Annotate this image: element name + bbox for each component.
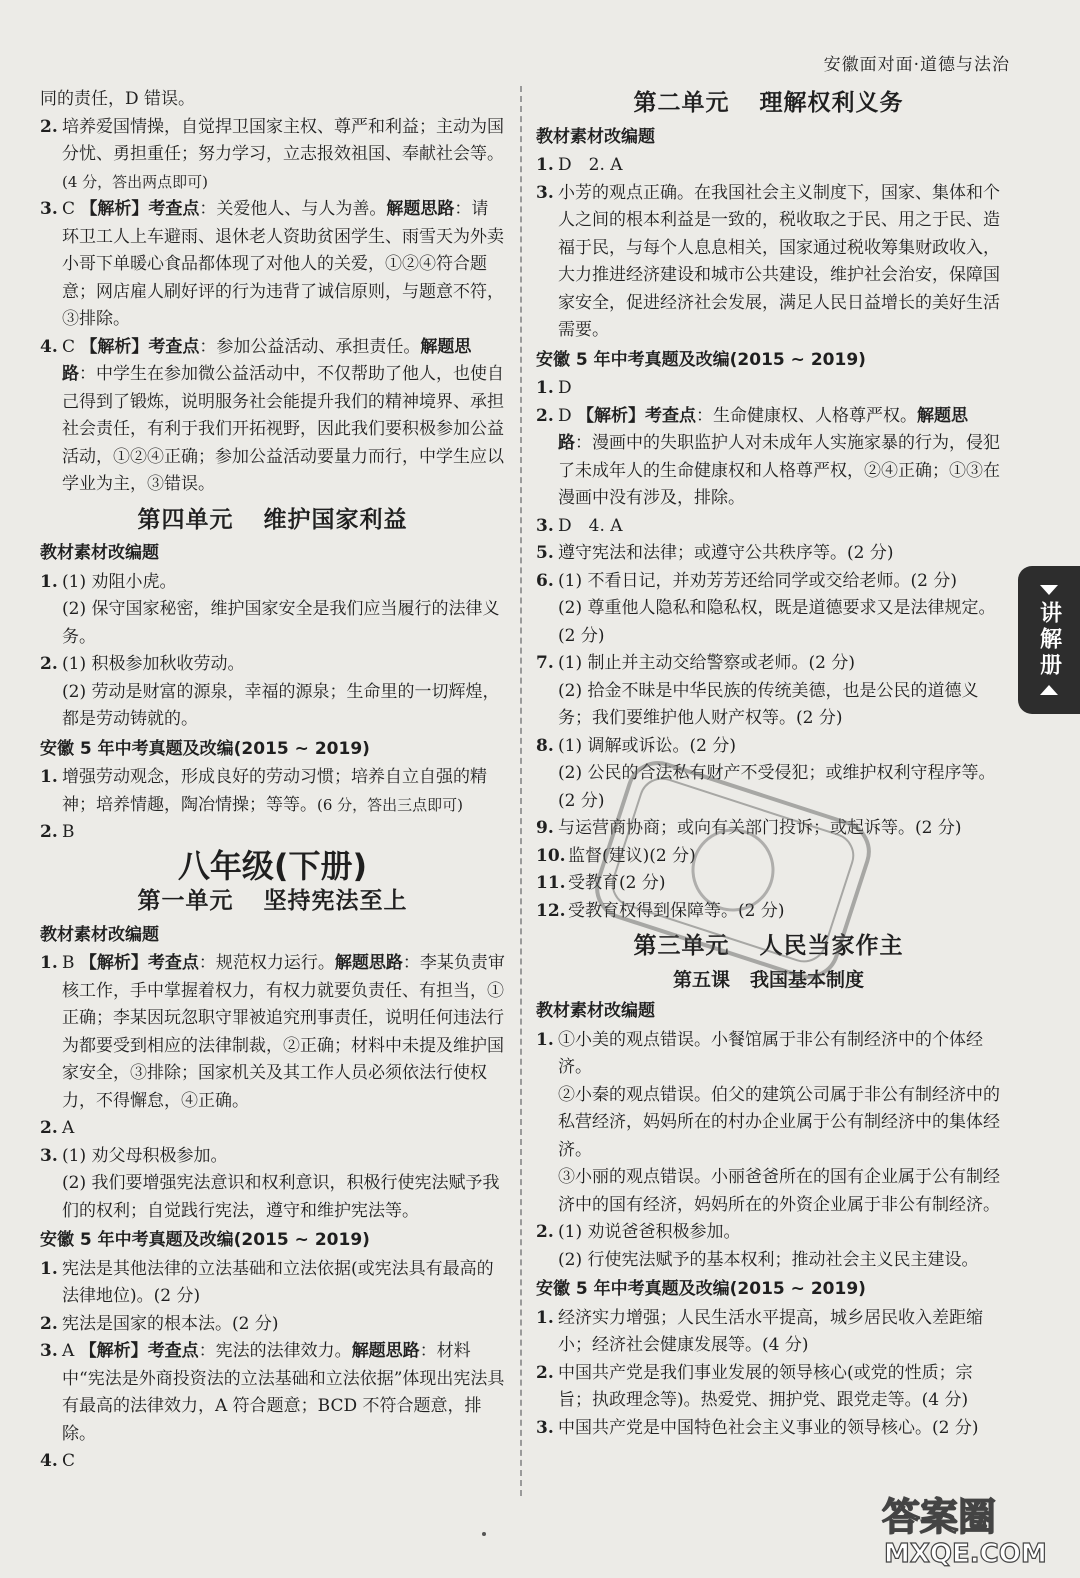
answer-text: 小芳的观点正确。在我国社会主义制度下，国家、集体和个人之间的根本利益是一致的，税收取之于民、用之于民、造福于民，与每个人息息相关，国家通过税收筹集财政收入，大力推进经济建设和城市公共建设，维护社会治安，保障国家安全，促进经济社会发展，满足人民日益增长的美好生活需要。 [558,182,1000,340]
answer-text: D [558,378,572,398]
answer-item [40,1256,505,1311]
item-number: 3. [40,199,58,219]
lesson-number: 第五课 [672,968,730,991]
sub-answer: (1) 劝说爸爸积极参加。 [558,1222,741,1242]
answer-text: 与运营商协商；或向有关部门投诉；或起诉等。(2 分) [558,818,962,838]
answer-text: 宪法是其他法律的立法基础和立法依据(或宪法具有最高的法律地位)。(2 分) [62,1258,494,1306]
approach-label: 解题思路 [351,1341,420,1361]
page-header: 安徽面对面·道德与法治 [823,55,1010,75]
item-number: 3. [40,1341,58,1361]
answer-text: 中国共产党是中国特色社会主义事业的领导核心。(2 分) [558,1417,979,1438]
answer-item [40,819,505,847]
section-heading: 安徽 5 年中考真题及改编(2015 ~ 2019) [40,1230,370,1250]
answer-text: 受教育权得到保障等。(2 分) [568,900,785,921]
keypoint-text: ：宪法的法律效力。 [198,1341,352,1361]
answer-text: 培养爱国情操，自觉捍卫国家主权、尊严和利益；主动为国分忧、勇担重任；努力学习，立志报效祖国、奉献社会等。 [62,116,504,164]
item-number: 12. [536,900,566,921]
item-number: 1. [40,953,58,973]
side-tab-label: 讲解册 [1036,601,1062,679]
keypoint-label: 考查点 [147,1341,199,1361]
section-heading: 教材素材改编题 [40,924,159,945]
unit-number: 第二单元 [633,90,730,116]
answer-item [536,1415,1001,1443]
unit-number: 第一单元 [137,888,234,914]
answer-text: C [62,1451,76,1471]
item-number: 1. [40,571,58,592]
column-divider [520,86,522,1496]
item-number: 3. [536,515,554,536]
answer-text: 受教育(2 分) [568,873,666,893]
triangle-down-icon [1040,585,1058,595]
item-number: 1. [536,155,554,175]
score-note: (6 分，答出三点即可) [317,795,464,814]
analysis-label: 【解析】 [80,336,149,357]
item-number: 1. [40,1258,58,1279]
sub-answer: ①小美的观点错误。小餐馆属于非公有制经济中的个体经济。 [558,1029,983,1077]
keypoint-text: ：规范权力运行。 [198,953,335,973]
answer-item [40,1448,505,1476]
answer-choice: D [558,405,572,426]
answer-text: 增强劳动观念，形成良好的劳动习惯；培养自立自强的精神；培养情趣，陶冶情操；等等。 [62,767,487,815]
answer-item [536,540,1001,568]
keypoint-label: 考查点 [148,336,200,357]
section-heading: 教材素材改编题 [536,126,655,147]
approach-text: ：材料中“宪法是外商投资法的立法基础和立法依据”体现出宪法具有最高的法律效力，A 符合题意；BCD 不符合题意，排除。 [62,1341,505,1444]
sub-answer: (2) 保守国家秘密，维护国家安全是我们应当履行的法律义务。 [62,599,500,647]
unit-title: 理解权利义务 [759,90,904,116]
item-number: 9. [536,818,554,838]
answer-item [40,1115,505,1143]
approach-label: 解题思路 [62,336,472,384]
unit-heading [40,507,505,535]
unit-number: 第三单元 [633,933,730,959]
answer-item [536,375,1001,403]
keypoint-label: 考查点 [148,199,200,219]
sub-answer: (2) 行使宪法赋予的基本权利；推动社会主义民主建设。 [558,1249,979,1270]
item-number: 2. [536,405,554,426]
answer-item [40,334,505,499]
section-heading: 教材素材改编题 [40,543,159,563]
analysis-label: 【解析】 [79,953,148,973]
approach-text: ：中学生在参加微公益活动中，不仅帮助了他人，也使自己得到了锻炼，说明服务社会能提升我们的精神境界、承担社会责任，有利于我们开拓视野，因此我们要积极参加公益活动，①②④正确；参加公益活动要量力而行，中学生应以学业为主，③错误。 [62,364,504,494]
keypoint-label: 考查点 [147,953,199,973]
sub-answer: (2) 我们要增强宪法意识和权利意识，积极行使宪法赋予我们的权利；自觉践行宪法，遵守和维护宪法等。 [62,1173,500,1221]
right-column [536,86,1001,1442]
sub-answer: (1) 制止并主动交给警察或老师。(2 分) [558,653,855,673]
answer-item [536,1305,1001,1360]
analysis-label: 【解析】 [577,405,646,426]
sub-answer: (2) 劳动是财富的源泉，幸福的源泉；生命里的一切辉煌，都是劳动铸就的。 [62,681,500,729]
triangle-up-icon [1040,685,1058,695]
item-number: 2. [40,1313,58,1334]
section-heading: 安徽 5 年中考真题及改编(2015 ~ 2019) [40,738,370,759]
section-heading: 安徽 5 年中考真题及改编(2015 ~ 2019) [536,349,866,370]
unit-number: 第四单元 [137,506,234,533]
item-number: 3. [536,182,554,203]
sub-answer: ②小秦的观点错误。伯父的建筑公司属于非公有制经济中的私营经济，妈妈所在的村办企业属于公有制经济中的集体经济。 [558,1084,1000,1160]
unit-title: 人民当家作主 [759,933,904,959]
answer-text: B [62,822,75,842]
approach-label: 解题思路 [334,953,403,973]
sub-answer: (1) 积极参加秋收劳动。 [62,654,245,674]
item-number: 1. [40,767,58,787]
approach-text: ：李某负责审核工作，手中掌握着权力，有权力就要负责任、有担当，①正确；李某因玩忽职守罪被追究刑事责任，说明任何违法行为都要受到相应的法律制裁，②正确；材料中未提及维护国家安全，③排除；国家机关及其工作人员必须依法行使权力，不得懈怠，④正确。 [62,953,505,1111]
sub-answer: (1) 调解或诉讼。(2 分) [558,735,736,756]
answer-item [40,196,505,334]
item-number: 6. [536,570,554,591]
keypoint-text: ：生命健康权、人格尊严权。 [696,405,918,426]
answer-item [536,1360,1001,1415]
answer-item [40,1143,505,1226]
approach-label: 解题思路 [558,405,969,453]
item-number: 3. [536,1417,554,1438]
lesson-title: 我国基本制度 [750,968,865,991]
keypoint-text: ：参加公益活动、承担责任。 [199,336,421,357]
score-note: (4 分，答出两点即可) [62,172,209,191]
item-number: 2. [40,1118,58,1138]
answer-item [40,950,505,1115]
item-number: 7. [536,653,554,673]
analysis-label: 【解析】 [79,1341,148,1361]
answer-choice: C [62,199,76,219]
item-number: 3. [40,1145,58,1166]
keypoint-label: 考查点 [645,405,697,426]
answer-text: 遵守宪法和法律；或遵守公共秩序等。(2 分) [558,543,894,563]
answer-item [40,651,505,734]
item-number: 2. [536,1362,554,1383]
continued-text: 同的责任，D 错误。 [40,89,196,109]
answer-item [536,650,1001,733]
item-number: 1. [536,1307,554,1328]
sub-answer: (2) 尊重他人隐私和隐私权，既是道德要求又是法律规定。(2 分) [558,598,996,646]
answer-text: A [62,1118,75,1138]
left-column [40,86,505,1476]
sub-answer: (1) 劝父母积极参加。 [62,1145,228,1166]
sub-answer: ③小丽的观点错误。小丽爸爸所在的国有企业属于公有制经济中的国有经济，妈妈所在的外资企业属于非公有制经济。 [558,1167,1000,1215]
approach-label: 解题思路 [386,199,455,219]
answer-text: 经济实力增强；人民生活水平提高，城乡居民收入差距缩小；经济社会健康发展等。(4 分) [558,1307,983,1355]
unit-title: 维护国家利益 [263,506,408,533]
unit-heading [536,90,1001,118]
answer-item [40,569,505,652]
item-number: 8. [536,735,554,756]
answer-text: 监督(建议)(2 分) [568,845,696,866]
answer-choice: B [62,953,75,973]
unit-title: 坚持宪法至上 [263,888,408,914]
watermark-bottom: MXQE.COM [884,1539,1047,1568]
approach-text: ：漫画中的失职监护人对未成年人实施家暴的行为，侵犯了未成年人的生命健康权和人格尊严权，②④正确；①③在漫画中没有涉及，排除。 [558,433,1000,508]
answer-choice: C [62,336,76,357]
item-number: 2. [40,822,58,842]
item-number: 5. [536,543,554,563]
answer-item [40,114,505,197]
answer-item [40,764,505,819]
side-tab [1018,566,1080,714]
approach-text: ：请环卫工人上车避雨、退休老人资助贫困学生、雨雪天为外卖小哥下单暖心食品都体现了对他人的关爱，①②④符合题意；网店雇人刷好评的行为违背了诚信原则，与题意不符，③排除。 [62,199,504,329]
answer-item [536,403,1001,513]
sub-answer: (1) 不看日记，并劝芳芳还给同学或交给老师。(2 分) [558,570,957,591]
section-heading: 教材素材改编题 [536,1001,655,1021]
scan-dot [482,1532,486,1536]
answer-item [40,1338,505,1448]
answer-item [536,568,1001,651]
item-number: 1. [536,378,554,398]
answer-item [536,180,1001,345]
item-number: 11. [536,873,566,893]
answer-item [536,1027,1001,1220]
answer-item [536,513,1001,541]
answer-text: D 2. A [558,155,623,175]
answer-choice: A [62,1341,75,1361]
answer-item [536,1219,1001,1274]
section-heading: 安徽 5 年中考真题及改编(2015 ~ 2019) [536,1279,866,1299]
sub-answer: (2) 拾金不昧是中华民族的传统美德，也是公民的道德义务；我们要维护他人财产权等。(2 分) [558,680,979,728]
item-number: 2. [536,1222,554,1242]
answer-text: 宪法是国家的根本法。(2 分) [62,1313,279,1334]
watermark-top: 答案圈 [882,1495,997,1539]
item-number: 1. [536,1029,554,1050]
answer-text: 中国共产党是我们事业发展的领导核心(或党的性质；宗旨；执政理念等)。热爱党、拥护党、跟党走等。(4 分) [558,1362,973,1410]
item-number: 10. [536,845,566,866]
keypoint-text: ：关爱他人、与人为善。 [199,199,387,219]
sub-answer: (2) 公民的合法私有财产不受侵犯；或维护权利守程序等。(2 分) [558,763,996,811]
item-number: 4. [40,336,58,357]
answer-text: D 4. A [558,515,623,536]
sub-answer: (1) 劝阻小虎。 [62,571,177,592]
unit-heading [40,888,505,916]
analysis-label: 【解析】 [80,199,149,219]
item-number: 2. [40,116,58,137]
answer-item [536,152,1001,180]
grade-heading: 八年级(下册) [177,846,368,885]
item-number: 2. [40,654,58,674]
answer-item [40,1311,505,1339]
watermark-logo-icon [874,1486,1064,1568]
item-number: 4. [40,1451,58,1471]
